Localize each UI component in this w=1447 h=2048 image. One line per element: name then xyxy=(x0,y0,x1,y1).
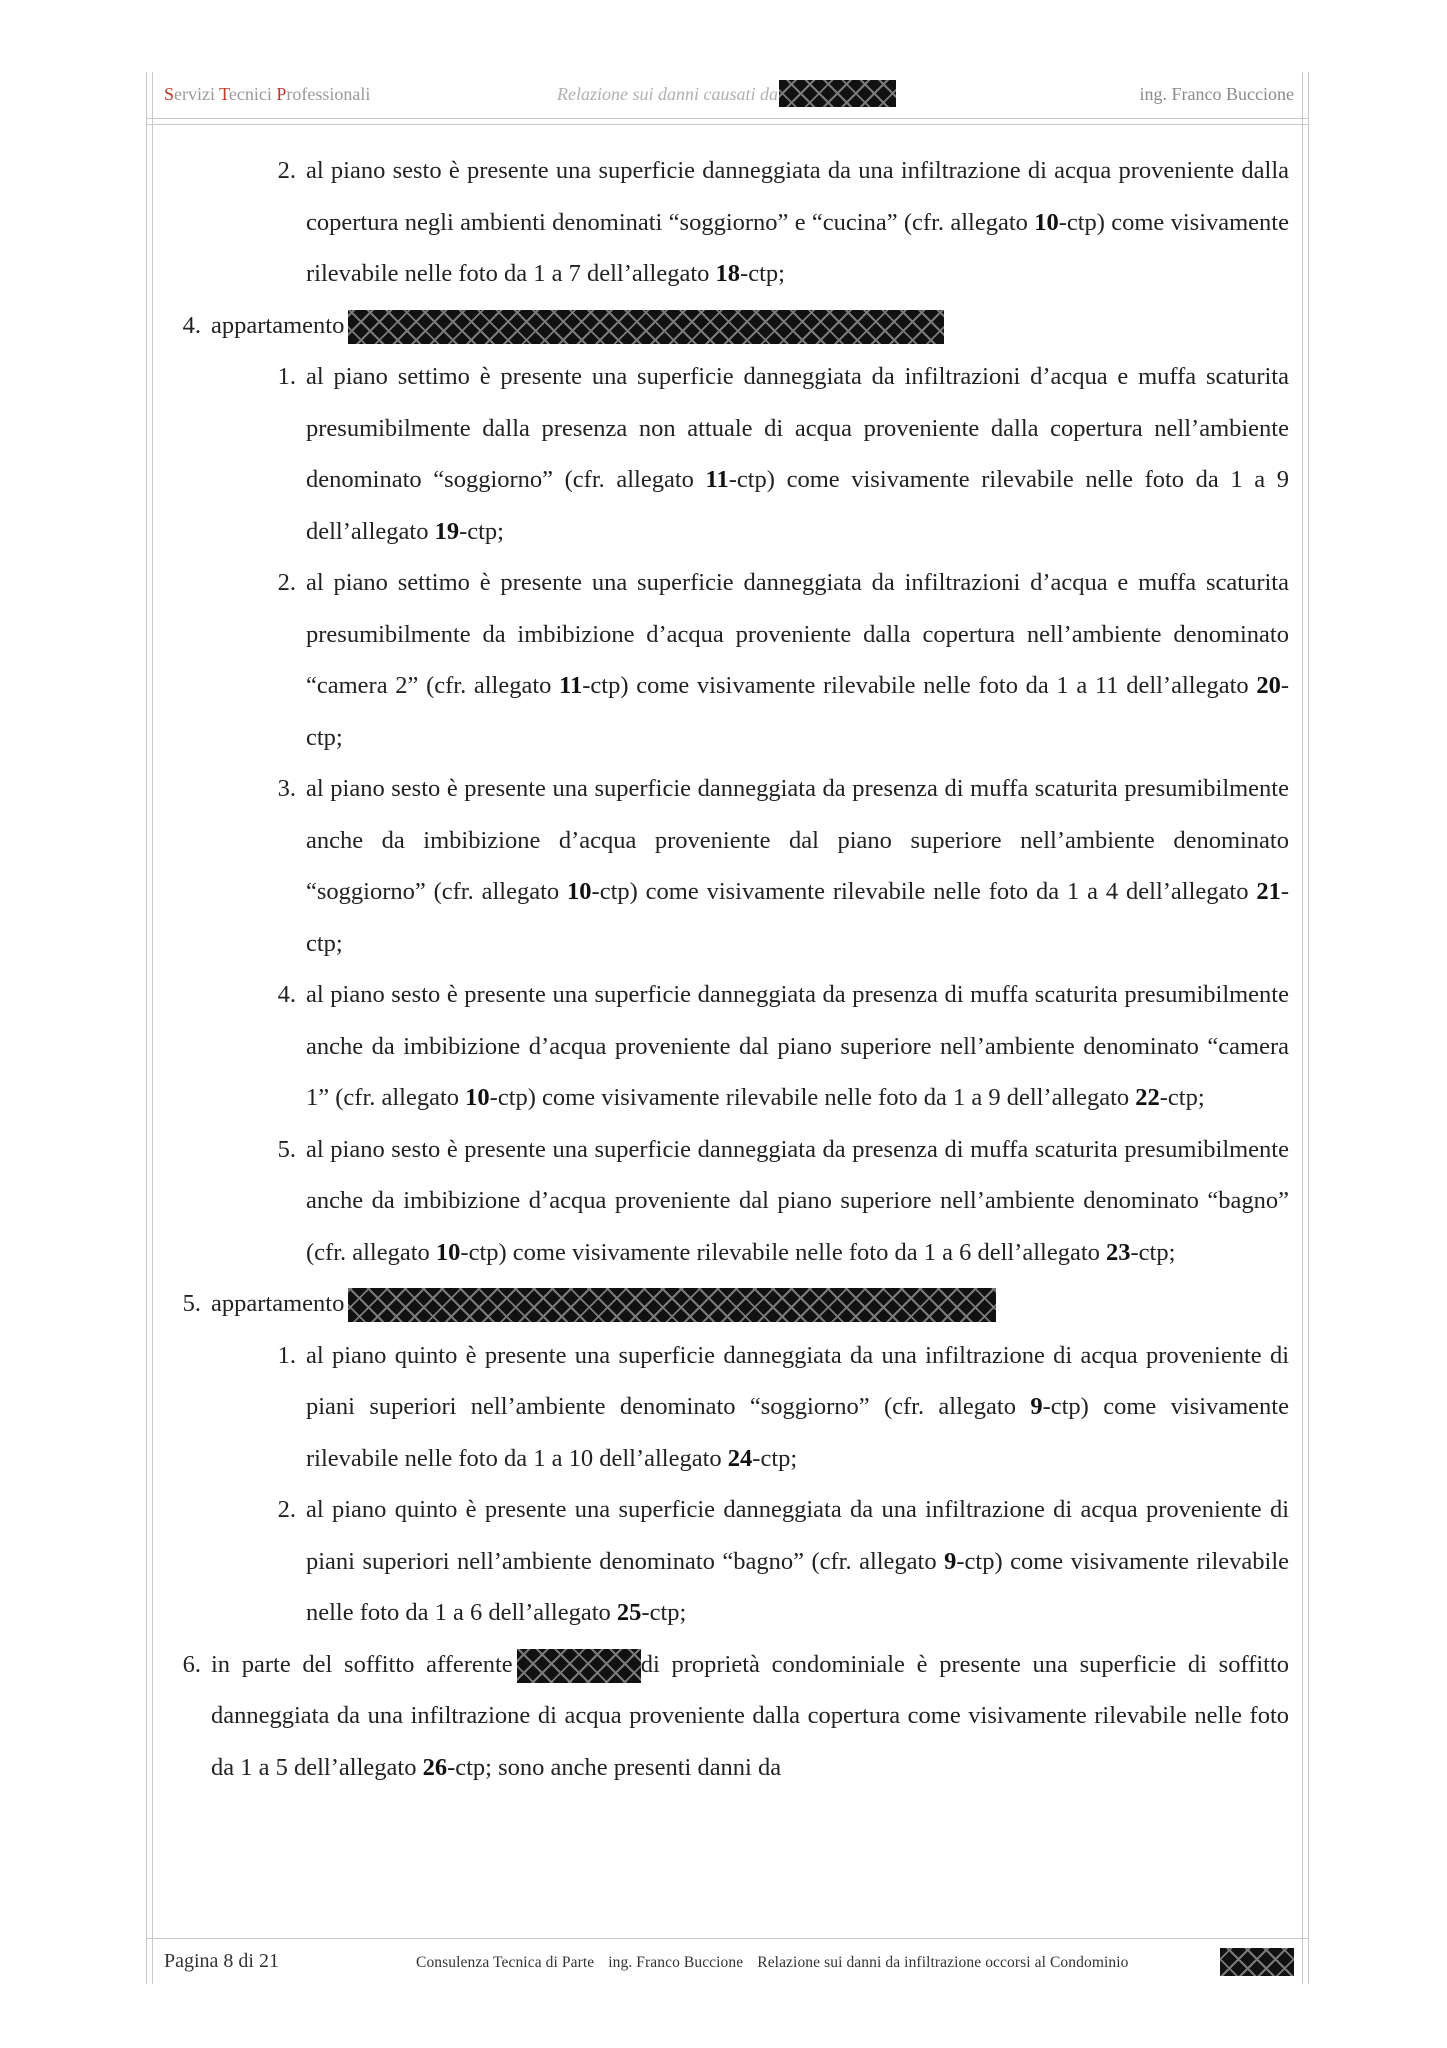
item-text: -ctp) come visivamente rilevabile nelle foto da 1 a 6 dell’allegato xyxy=(460,1238,1107,1266)
item-text: -ctp; xyxy=(459,517,504,545)
footer-consulting: Consulenza Tecnica di Parte xyxy=(416,1954,595,1971)
redaction-block xyxy=(779,80,896,107)
attachment-ref: 10 xyxy=(435,1238,461,1266)
header-firm-name xyxy=(164,84,370,105)
item-text: -ctp; xyxy=(752,1444,798,1472)
redaction-block xyxy=(1220,1948,1294,1976)
item-text: -ctp; sono anche presenti danni da xyxy=(447,1753,782,1781)
footer-rule xyxy=(146,1938,1308,1939)
attachment-ref: 11 xyxy=(559,672,583,699)
item-text: -ctp) come visivamente rilevabile nelle foto da 1 a 7 dell’allegato xyxy=(306,208,1289,287)
list-item xyxy=(277,1484,1290,1639)
item-text: -ctp) come visivamente rilevabile nelle foto da 1 a 10 dell’allegato xyxy=(306,1393,1289,1472)
list-item xyxy=(182,300,1289,352)
item-text: -ctp) come visivamente rilevabile nelle foto da 1 a 11 dell’allegato xyxy=(582,672,1257,699)
attachment-ref: 23 xyxy=(1106,1238,1131,1266)
item-text: -ctp) come visivamente rilevabile nelle foto da 1 a 9 dell’allegato xyxy=(489,1084,1136,1111)
item-text: al piano quinto è presente una superficie danneggiata da una infiltrazione di acqua proveniente di piani superiori nell’ambiente denominato “bagno” (cfr. allegato xyxy=(306,1496,1289,1575)
item-text: -ctp) come visivamente rilevabile nelle foto da 1 a 4 dell’allegato xyxy=(591,878,1257,905)
item-text: -ctp; xyxy=(740,260,785,287)
firm-word-2: ecnici xyxy=(228,84,277,104)
attachment-ref: 19 xyxy=(434,517,460,545)
attachment-ref: 20 xyxy=(1256,672,1281,699)
item-number: 2. xyxy=(277,157,296,184)
item-number: 3. xyxy=(277,775,296,802)
list-item xyxy=(277,763,1289,969)
item-number: 5. xyxy=(182,1290,201,1317)
header-report-title: Relazione sui danni causati da xyxy=(557,84,778,104)
initial-s: S xyxy=(164,84,175,104)
list-item xyxy=(277,557,1289,763)
attachment-ref: 18 xyxy=(715,260,741,287)
list-item xyxy=(277,969,1289,1124)
item-text: -ctp) come visivamente rilevabile nelle foto da 1 a 6 dell’allegato xyxy=(306,1547,1290,1626)
item-number: 1. xyxy=(277,1341,296,1369)
footer-author: ing. Franco Buccione xyxy=(608,1954,744,1971)
item-text: -ctp; xyxy=(1159,1084,1205,1111)
item-text: appartamento xyxy=(211,1290,345,1317)
item-text: -ctp; xyxy=(641,1599,687,1626)
item-number: 1. xyxy=(277,363,296,390)
attachment-ref: 24 xyxy=(727,1444,753,1472)
item-text: al piano settimo è presente una superficie danneggiata da infiltrazioni d’acqua e muffa scaturita presumibilmente da imbibizione d’acqua proveniente dalla copertura nell’ambiente denominato “camera 2” (cfr. allegato xyxy=(306,569,1289,699)
redaction-block xyxy=(517,1649,641,1683)
item-text: al piano sesto è presente una superficie danneggiata da una infiltrazione di acqua proveniente dalla copertura negli ambienti denominati “soggiorno” e “cucina” (cfr. allegato xyxy=(306,157,1289,236)
header-rule-2 xyxy=(146,124,1308,125)
item-text: al piano sesto è presente una superficie danneggiata da presenza di muffa scaturita presumibilmente anche da imbibizione d’acqua proveniente dal piano superiore nell’ambiente denominato “bagno” (cfr. allegato xyxy=(306,1135,1289,1266)
item-text: -ctp; xyxy=(306,672,1289,751)
attachment-ref: 10 xyxy=(1034,208,1059,236)
attachment-ref: 9 xyxy=(944,1547,957,1575)
list-item xyxy=(277,145,1289,300)
item-text: -ctp) come visivamente rilevabile nelle foto da 1 a 9 dell’allegato xyxy=(306,466,1289,545)
item-text: -ctp; xyxy=(1130,1238,1176,1266)
attachment-ref: 9 xyxy=(1030,1393,1043,1420)
footer-info xyxy=(416,1954,1143,1972)
attachment-ref: 25 xyxy=(616,1599,642,1626)
footer-report-title: Relazione sui danni da infiltrazione occorsi al Condominio xyxy=(757,1954,1129,1971)
item-text: al piano quinto è presente una superficie danneggiata da una infiltrazione di acqua proveniente di piani superiori nell’ambiente denominato “soggiorno” (cfr. allegato xyxy=(306,1341,1289,1420)
item-number: 2. xyxy=(277,1496,296,1523)
list-item xyxy=(182,1278,1289,1330)
item-number: 4. xyxy=(277,981,296,1008)
list-item xyxy=(277,351,1289,557)
item-number: 2. xyxy=(277,569,296,596)
item-text: al piano settimo è presente una superficie danneggiata da infiltrazioni d’acqua e muffa scaturita presumibilmente dalla presenza non attuale di acqua proveniente dalla copertura nell’ambiente denominato “soggiorno” (cfr. allegato xyxy=(306,363,1289,493)
firm-word-1: ervizi xyxy=(174,84,220,104)
attachment-ref: 21 xyxy=(1256,878,1281,905)
item-text: appartamento xyxy=(211,311,345,339)
item-number: 5. xyxy=(277,1135,296,1163)
item-text: al piano sesto è presente una superficie danneggiata da presenza di muffa scaturita presumibilmente anche da imbibizione d’acqua proveniente dal piano superiore nell’ambiente denominato “camera 1” (cfr. allegato xyxy=(306,981,1289,1111)
redaction-block xyxy=(348,310,944,344)
item-text: in parte del soffitto afferente xyxy=(211,1650,513,1678)
attachment-ref: 11 xyxy=(705,466,729,493)
page-header xyxy=(164,80,1294,110)
redaction-block xyxy=(348,1288,996,1322)
item-number: 4. xyxy=(182,311,201,339)
item-text: al piano sesto è presente una superficie danneggiata da presenza di muffa scaturita presumibilmente anche da imbibizione d’acqua proveniente dal piano superiore nell’ambiente denominato “soggiorno” (cfr. allegato xyxy=(306,775,1289,905)
item-text: -ctp; xyxy=(306,878,1289,957)
list-item xyxy=(277,1124,1289,1279)
attachment-ref: 26 xyxy=(422,1753,448,1781)
attachment-ref: 10 xyxy=(465,1084,490,1111)
list-item xyxy=(277,1330,1289,1485)
item-text: di proprietà condominiale è presente una superficie di soffitto danneggiata da una infiltrazione di acqua proveniente dalla copertura come visivamente rilevabile nelle foto da 1 a 5 dell’allegato xyxy=(211,1650,1289,1781)
document-body xyxy=(0,145,1447,1793)
list-item xyxy=(182,1639,1289,1794)
header-author: ing. Franco Buccione xyxy=(1139,84,1294,104)
item-number: 6. xyxy=(182,1650,201,1678)
firm-word-3: rofessionali xyxy=(286,84,371,104)
initial-p: P xyxy=(276,84,287,104)
page-number: Pagina 8 di 21 xyxy=(164,1950,279,1972)
attachment-ref: 22 xyxy=(1135,1084,1160,1111)
initial-t: T xyxy=(219,84,229,104)
attachment-ref: 10 xyxy=(567,878,592,905)
page-footer xyxy=(164,1948,1294,1978)
header-rule xyxy=(146,118,1308,119)
